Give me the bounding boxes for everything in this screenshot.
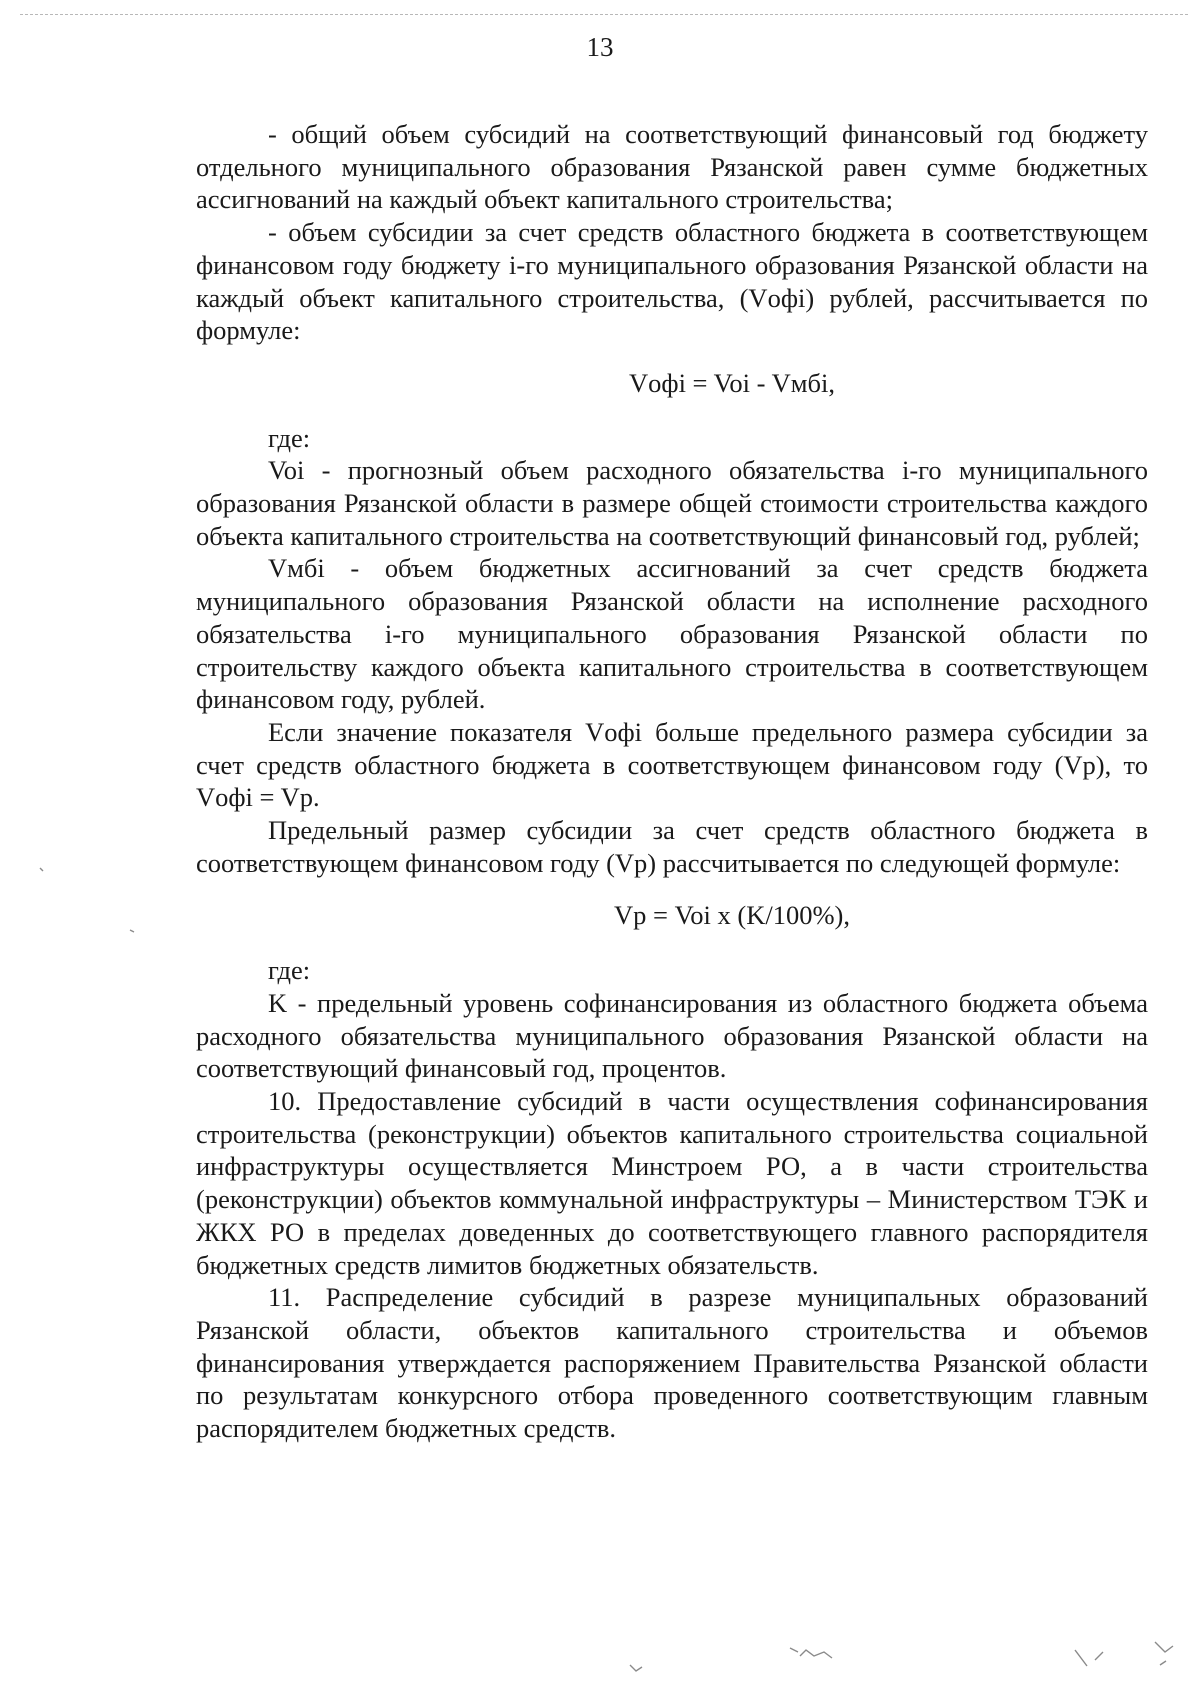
paragraph-total-subsidy: - общий объем субсидий на соответствующий финансовый год бюджету отдельного муниципального образования Рязанской равен сумме бюджетных ассигнований на каждый объект капитального строительства; <box>196 119 1148 215</box>
paragraph-section-10: 10. Предоставление субсидий в части осуществления софинансирования строительства (реконструкции) объектов капитального строительства социальной инфраструктуры осуществляется Минстроем РО, а в части строительства (реконструкции) объектов коммунальной инфраструктуры – Министерством ТЭК и ЖКХ РО в пределах доведенных до соответствующего главного распорядителя бюджетных средств лимитов бюджетных обязательств. <box>196 1085 1148 1280</box>
paragraph-vofi-limit: Если значение показателя Vофi больше предельного размера субсидии за счет средств областного бюджета в соответствующем финансовом году (Vр), то Vофi = Vр. <box>196 716 1148 813</box>
paragraph-voi-definition: Voi - прогнозный объем расходного обязательства i-го муниципального образования Рязанской области в размере общей стоимости строительства каждого объекта капитального строительства на соответствующий финансовый год, рублей; <box>196 455 1148 551</box>
page-number: 13 <box>586 32 614 62</box>
where-label-2: где: <box>268 955 311 986</box>
paragraph-vr-calculation: Предельный размер субсидии за счет средств областного бюджета в соответствующем финансовом году (Vр) рассчитывается по следующей формуле: <box>196 815 1148 878</box>
where-label-1: где: <box>268 422 311 453</box>
paragraph-k-definition: K - предельный уровень софинансирования из областного бюджета объема расходного обязательства муниципального образования Рязанской области на соответствующий финансовый год, процентов. <box>196 987 1148 1084</box>
formula-vofi: Vофi = Voi - Vмбi, <box>629 367 835 398</box>
scan-edge-line <box>20 14 1188 15</box>
paragraph-section-11: 11. Распределение субсидий в разрезе муниципальных образований Рязанской области, объектов капитального строительства и объемов финансирования утверждается распоряжением Правительства Рязанской области по результатам конкурсного отбора проведенного соответствующим главным распорядителем бюджетных средств. <box>196 1282 1148 1444</box>
document-body <box>196 118 1148 1445</box>
paragraph-subsidy-volume: - объем субсидии за счет средств областного бюджета в соответствующем финансовом году бюджету i-го муниципального образования Рязанской области на каждый объект капитального строительства, (Vофi) рублей, рассчитывается по формуле: <box>196 217 1148 346</box>
formula-vr: Vр = Voi x (K/100%), <box>613 900 850 931</box>
paragraph-vmbi-definition: Vмбi - объем бюджетных ассигнований за счет средств бюджета муниципального образования Рязанской области на исполнение расходного обязательства i-го муниципального образования Рязанской области по строительству каждого объекта капитального строительства в соответствующем финансовом году, рублей. <box>196 553 1148 715</box>
